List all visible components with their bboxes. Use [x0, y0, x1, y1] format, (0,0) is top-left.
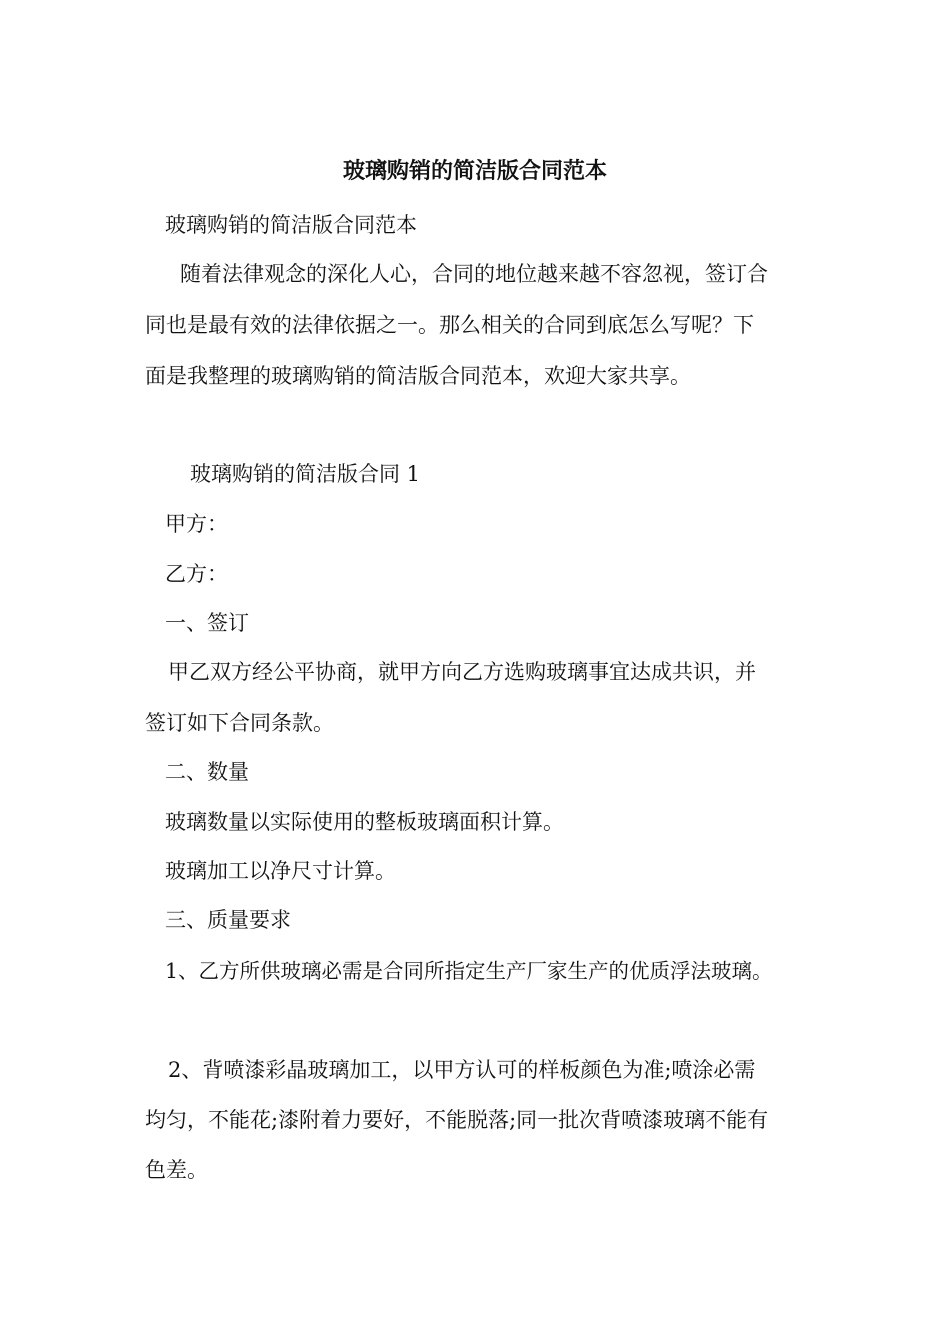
section-2-item-2: 玻璃加工以净尺寸计算。 — [165, 859, 396, 883]
section-1-line-2: 签订如下合同条款。 — [145, 711, 334, 735]
section-1-heading: 一、签订 — [165, 611, 249, 635]
section-2-heading: 二、数量 — [165, 760, 249, 784]
contract-heading: 玻璃购销的简洁版合同 1 — [190, 462, 421, 486]
party-b-label: 乙方： — [165, 562, 228, 586]
section-3-item-2-line-3: 色差。 — [145, 1158, 208, 1182]
document-title: 玻璃购销的简洁版合同范本 — [342, 158, 607, 184]
section-3-heading: 三、质量要求 — [165, 908, 291, 932]
party-a-label: 甲方： — [165, 512, 228, 536]
document-subtitle: 玻璃购销的简洁版合同范本 — [165, 213, 417, 237]
intro-line-2: 同也是最有效的法律依据之一。那么相关的合同到底怎么写呢？下 — [145, 313, 754, 337]
section-1-line-1: 甲乙双方经公平协商，就甲方向乙方选购玻璃事宜达成共识，并 — [168, 660, 756, 684]
section-3-item-2-line-1: 2、背喷漆彩晶玻璃加工，以甲方认可的样板颜色为准;喷涂必需 — [168, 1058, 756, 1082]
section-3-item-2-line-2: 均匀，不能花;漆附着力要好，不能脱落;同一批次背喷漆玻璃不能有 — [145, 1108, 769, 1132]
intro-line-3: 面是我整理的玻璃购销的简洁版合同范本，欢迎大家共享。 — [145, 364, 691, 388]
intro-line-1: 随着法律观念的深化人心，合同的地位越来越不容忽视，签订合 — [180, 262, 768, 286]
section-2-item-1: 玻璃数量以实际使用的整板玻璃面积计算。 — [165, 810, 564, 834]
section-3-item-1: 1、乙方所供玻璃必需是合同所指定生产厂家生产的优质浮法玻璃。 — [165, 959, 773, 983]
